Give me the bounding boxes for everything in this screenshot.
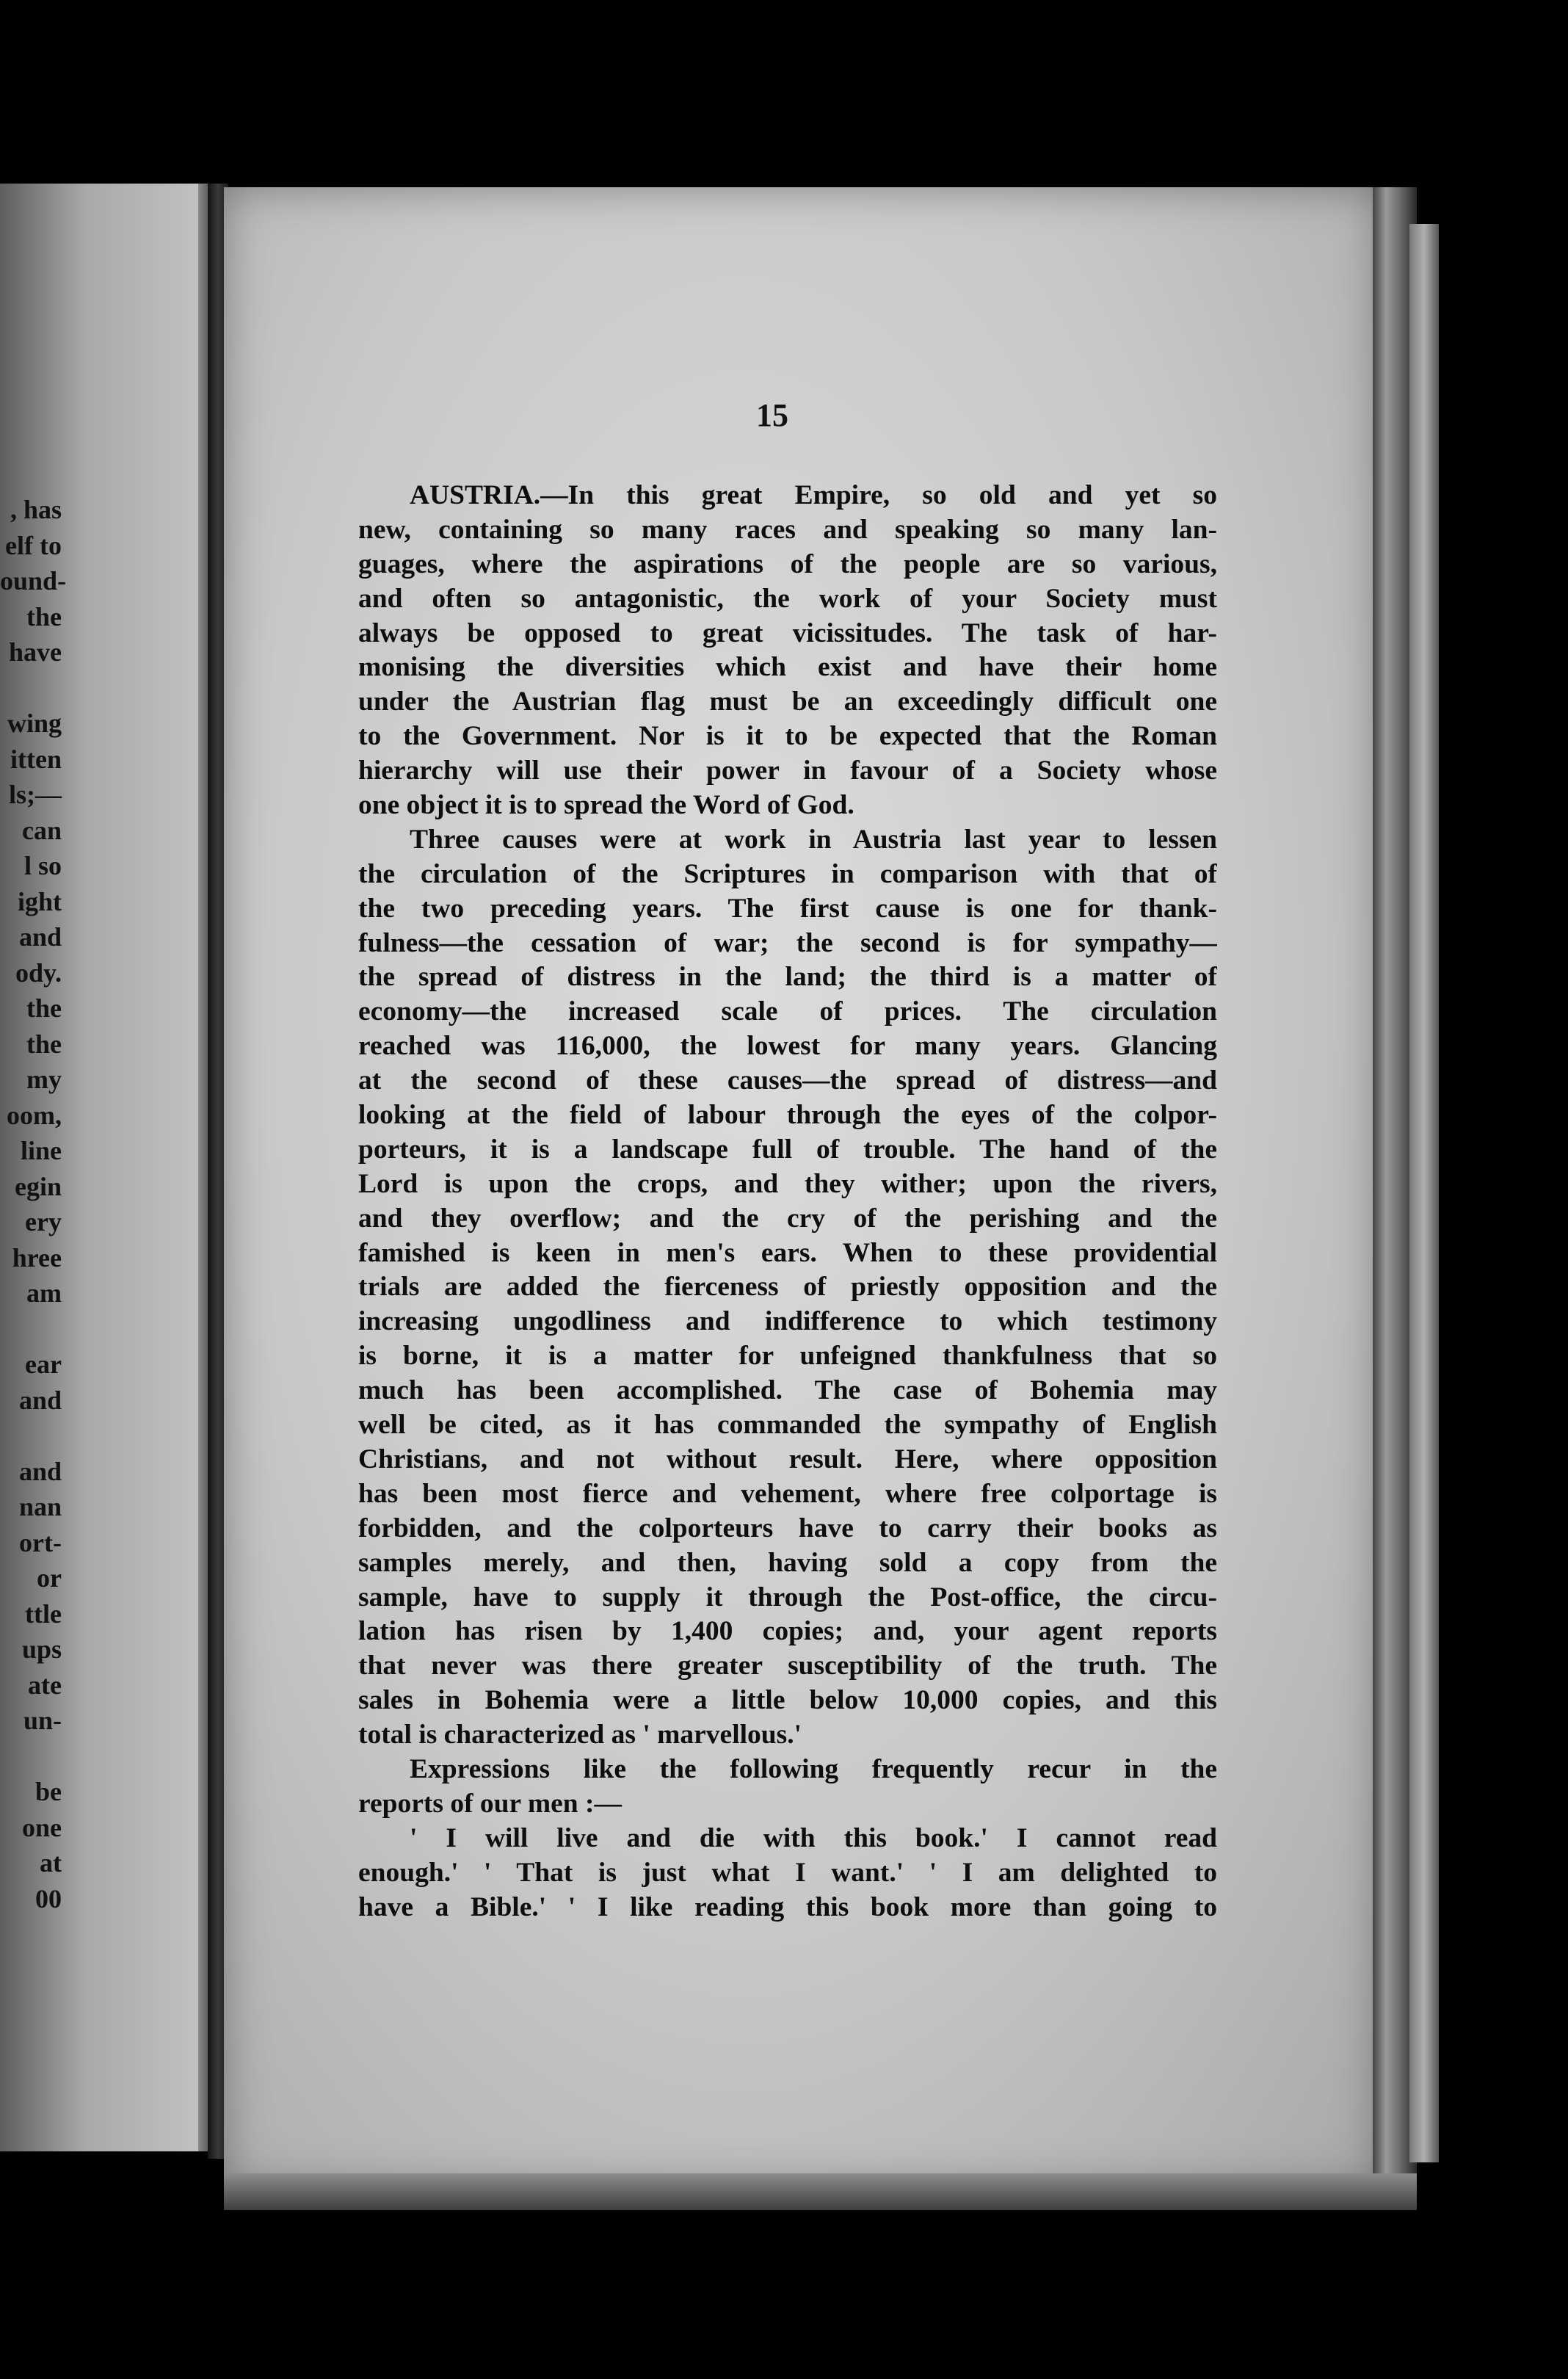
previous-page-fragment: one [22,1812,62,1842]
previous-page-fragment [0,1418,62,1454]
previous-page-fragment: and [18,1456,62,1486]
text-line: guages, where the aspirations of the people are so various, [358,548,1217,579]
previous-page-fragment: ight [17,886,62,916]
previous-page-fragment [0,670,62,706]
previous-page-fragment: be [35,1777,62,1806]
previous-page-fragment: ear [25,1350,62,1379]
text-line: ' I will live and die with this book.' I cannot read [410,1822,1217,1853]
previous-page-fragment: ups [21,1634,62,1664]
text-line: hierarchy will use their power in favour of a Society whose [358,756,1217,786]
previous-page-fragment: nan [18,1492,62,1521]
text-line: the spread of distress in the land; the third is a matter of [358,962,1217,993]
text-line: fulness—the cessation of war; the second is for sympathy— [358,927,1217,958]
previous-page-fragment: ate [28,1670,62,1700]
text-line: Three causes were at work in Austria last year to lessen [410,824,1217,855]
text-line: looking at the field of labour through the eyes of the colpor- [358,1100,1217,1131]
previous-page-fragment: hree [12,1242,62,1272]
text-line: is borne, it is a matter for unfeigned thankfulness that so [358,1341,1217,1372]
previous-page-fragment: itten [10,744,62,774]
text-line: and they overflow; and the cry of the perishing and the [358,1203,1217,1234]
previous-page-fragment: can [22,815,62,845]
text-line: one object it is to spread the Word of God. [358,790,854,821]
previous-page-fragment: wing [7,709,62,738]
text-line: samples merely, and then, having sold a copy from the [358,1547,1217,1578]
previous-page-fragment: ery [25,1207,62,1236]
previous-page-fragment: or [37,1563,62,1593]
page-number: 15 [756,397,788,433]
text-line: well be cited, as it has commanded the sympathy of English [358,1410,1217,1441]
previous-page-fragment: l so [23,851,62,880]
text-line: that never was there greater susceptibility of the truth. The [358,1651,1217,1681]
text-line: sales in Bohemia were a little below 10,000 copies, and this [358,1685,1217,1716]
text-line: sample, have to supply it through the Post-office, the circu- [358,1582,1217,1612]
previous-page-fragment: , has [10,495,62,524]
previous-page-fragment: un- [23,1706,62,1735]
text-line: to the Government. Nor is it to be expected that the Roman [358,721,1217,752]
text-line: economy—the increased scale of prices. The circulation [358,996,1217,1027]
text-line: famished is keen in men's ears. When to these providential [358,1237,1217,1268]
text-line: much has been accomplished. The case of Bohemia may [358,1375,1217,1406]
previous-page-fragment: oom, [7,1100,62,1130]
text-line: AUSTRIA.—In this great Empire, so old and yet so [410,480,1217,510]
text-line: the circulation of the Scriptures in comparison with that of [358,858,1217,889]
previous-page-fragment [0,1311,62,1347]
previous-page-fragment: have [9,637,62,667]
text-line: porteurs, it is a landscape full of trouble. The hand of the [358,1134,1217,1165]
text-line: increasing ungodliness and indifference to which testimony [358,1306,1217,1337]
text-line: always be opposed to great vicissitudes. The task of har- [358,618,1217,648]
text-line: have a Bible.' ' I like reading this book more than going to [358,1891,1217,1922]
previous-page-fragment: elf to [5,530,62,560]
text-line: under the Austrian flag must be an exceedingly difficult one [358,687,1217,717]
previous-page-fragment: at [40,1848,62,1878]
text-line: forbidden, and the colporteurs have to carry their books as [358,1513,1217,1543]
previous-page-fragment: ound- [0,566,67,595]
previous-page-fragment: the [26,601,62,631]
previous-page-fragment: the [26,1029,62,1059]
text-line: trials are added the fierceness of priestly opposition and the [358,1272,1217,1303]
text-line: monising the diversities which exist and have their home [358,652,1217,683]
previous-page-fragment: ort- [19,1527,62,1557]
text-line: enough.' ' That is just what I want.' ' I am delighted to [358,1857,1217,1888]
text-line: reports of our men :— [358,1788,622,1819]
previous-page-fragment: ttle [25,1598,62,1629]
previous-page-fragment: ody. [15,957,62,988]
text-line: new, containing so many races and speaking so many lan- [358,514,1217,545]
text-line: at the second of these causes—the spread of distress—and [358,1065,1217,1096]
previous-page-fragment: my [26,1065,62,1094]
previous-page-fragment: egin [14,1171,62,1201]
page-stack-edge [1409,224,1439,2162]
text-line: has been most fierce and vehement, where free colportage is [358,1478,1217,1509]
previous-page-fragment: ls;— [9,780,62,809]
previous-page-fragment: and [18,922,62,952]
text-line: the two preceding years. The first cause is one for thank- [358,893,1217,924]
previous-page-fragment: and [18,1385,62,1415]
previous-page-fragment: 00 [35,1883,62,1913]
previous-page-text-fragments [0,492,67,1916]
previous-page-fragment: line [20,1136,62,1165]
text-line: Lord is upon the crops, and they wither; upon the rivers, [358,1168,1217,1199]
text-line: and often so antagonistic, the work of your Society must [358,583,1217,614]
text-line: Christians, and not without result. Here, where opposition [358,1444,1217,1474]
text-line: reached was 116,000, the lowest for many years. Glancing [358,1031,1217,1062]
page-bottom-edge [224,2173,1417,2210]
text-line: Expressions like the following frequently recur in the [410,1753,1217,1784]
text-line: lation has risen by 1,400 copies; and, your agent reports [358,1616,1217,1647]
previous-page-fragment: the [26,993,62,1023]
previous-page-fragment [0,1739,62,1775]
body-text [358,479,1217,1924]
previous-page-fragment: am [26,1278,62,1308]
text-line: total is characterized as ' marvellous.' [358,1720,802,1750]
